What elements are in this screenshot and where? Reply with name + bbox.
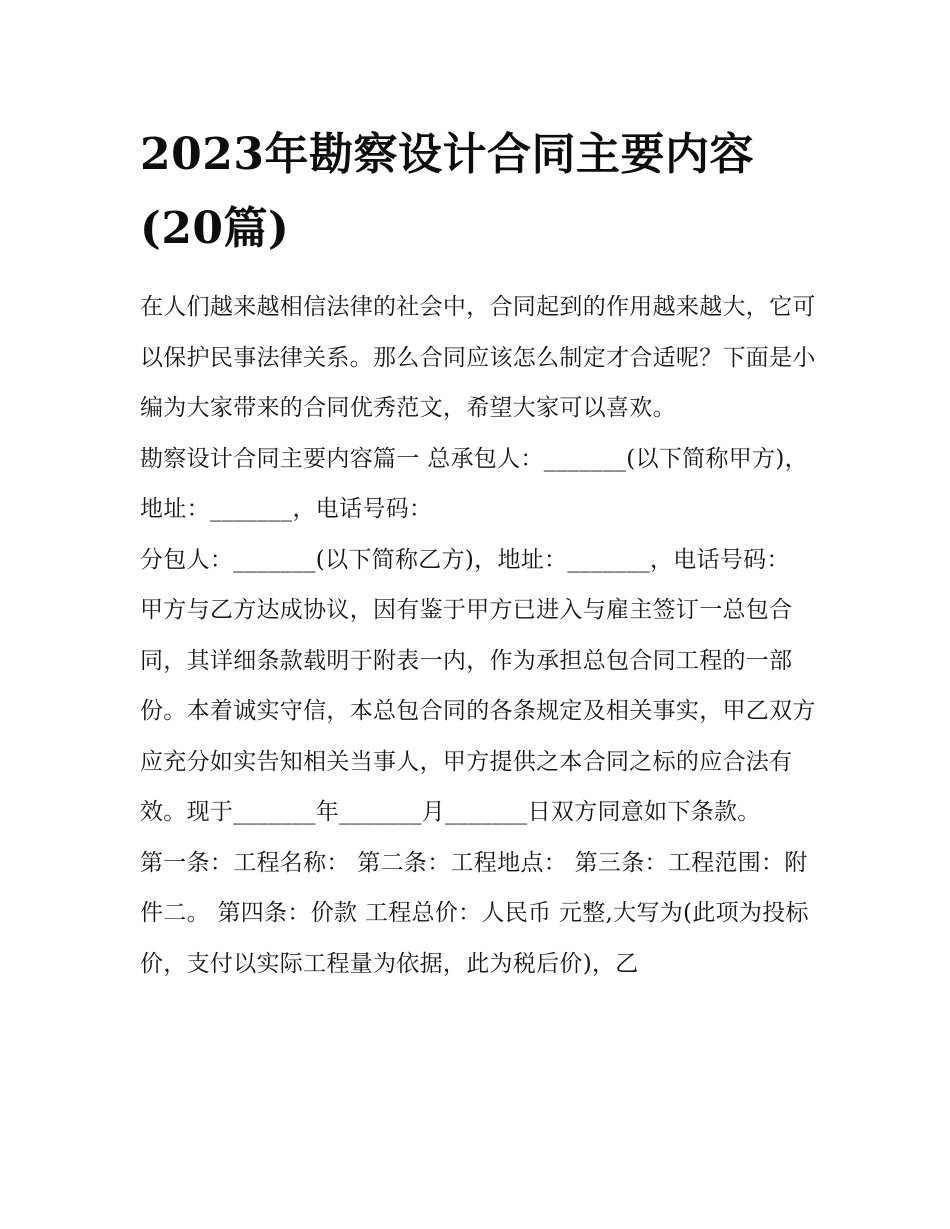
intro-paragraph: 在人们越来越相信法律的社会中，合同起到的作用越来越大，它可以保护民事法律关系。那么合同应该怎么制定才合适呢？下面是小编为大家带来的合同优秀范文，希望大家可以喜欢。 (140, 294, 816, 421)
document-page (140, 118, 820, 989)
document-body (140, 282, 820, 989)
document-title: 2023年勘察设计合同主要内容(20篇) (140, 129, 754, 254)
subcontractor-paragraph: 分包人：_______(以下简称乙方)，地址：_______，电话号码： (140, 546, 790, 573)
general-contractor-paragraph: 勘察设计合同主要内容篇一 总承包人：_______(以下简称甲方)，地址：_______，电话号码： (140, 445, 808, 522)
agreement-paragraph: 甲方与乙方达成协议，因有鉴于甲方已进入与雇主签订一总包合同，其详细条款载明于附表一内，作为承担总包合同工程的一部份。本着诚实守信，本总包合同的各条规定及相关事实，甲乙双方应充分如实告知相关当事人，甲方提供之本合同之标的应合法有效。现于_______年_______月_______日双方同意如下条款。 (140, 597, 816, 825)
clauses-paragraph: 第一条：工程名称： 第二条：工程地点： 第三条：工程范围：附件二。 第四条：价款 工程总价：人民币 元整,大写为(此项为投标价，支付以实际工程量为依据，此为税后价)，乙 (140, 849, 809, 977)
